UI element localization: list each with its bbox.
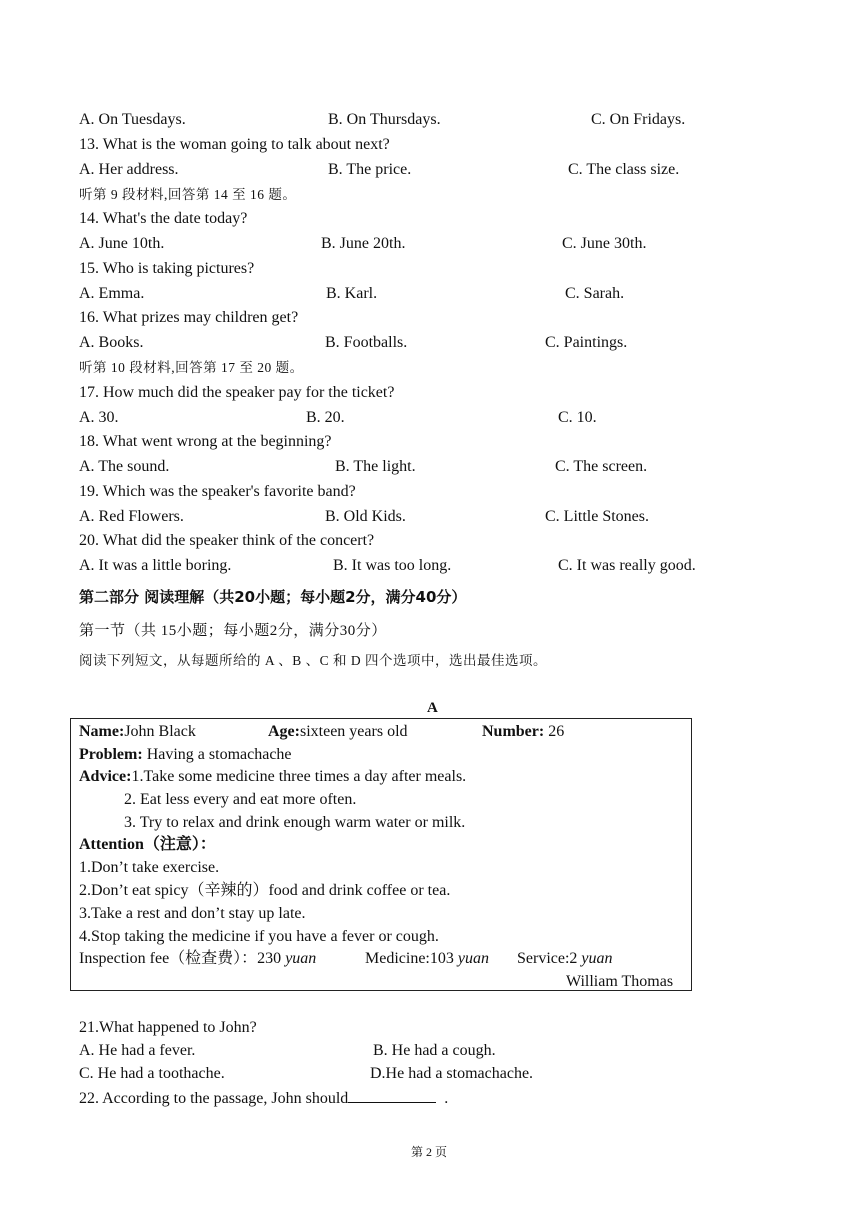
q17-option-b: B. 20. (306, 409, 345, 426)
attention-item-2: 2.Don’t eat spicy（辛辣的）food and drink coffee or tea. (79, 882, 451, 899)
name-label: Name: (79, 723, 125, 740)
q12-option-a: A. On Tuesdays. (79, 111, 186, 128)
section-1-heading: 第一节（共 15小题；每小题2分，满分30分） (79, 623, 387, 639)
q20-option-a: A. It was a little boring. (79, 557, 232, 574)
card-age-row (268, 722, 408, 742)
q15-option-a: A. Emma. (79, 285, 145, 302)
q21-option-d: D.He had a stomachache. (370, 1065, 534, 1082)
q19-question: 19. Which was the speaker's favorite band? (79, 483, 356, 500)
doctor-name: William Thomas (566, 973, 674, 990)
q22-question-end: . (444, 1090, 449, 1107)
q13-option-c: C. The class size. (568, 161, 680, 178)
q21-option-b: B. He had a cough. (373, 1042, 496, 1059)
q18-option-c: C. The screen. (555, 458, 648, 475)
q12-option-b: B. On Thursdays. (328, 111, 441, 128)
attention-item-3: 3.Take a rest and don’t stay up late. (79, 905, 306, 922)
card-name-row (79, 722, 196, 742)
service-fee-row (517, 949, 613, 969)
q18-option-a: A. The sound. (79, 458, 170, 475)
q20-option-c: C. It was really good. (558, 557, 696, 574)
problem-label: Problem: (79, 746, 143, 763)
fees-row (79, 949, 316, 969)
age-label: Age: (268, 723, 300, 740)
part-2-heading: 第二部分 阅读理解（共20小题；每小题2分，满分40分） (79, 588, 467, 606)
medicine-fee-unit: yuan (457, 950, 489, 967)
card-number-row (482, 722, 564, 742)
q14-option-a: A. June 10th. (79, 235, 165, 252)
q13-option-b: B. The price. (328, 161, 412, 178)
q14-option-c: C. June 30th. (562, 235, 647, 252)
card-advice-row (79, 767, 466, 787)
service-fee-unit: yuan (581, 950, 613, 967)
service-fee: Service:2 (517, 950, 582, 967)
page-number: 第 2 页 (411, 1145, 448, 1159)
q22-question (79, 1087, 448, 1109)
advice-item-1: 1.Take some medicine three times a day after meals. (131, 768, 467, 785)
q22-question-text: 22. According to the passage, John should (79, 1090, 349, 1107)
q18-question: 18. What went wrong at the beginning? (79, 433, 332, 450)
attention-item-1: 1.Don’t take exercise. (79, 859, 220, 876)
section-9-instruction: 听第 9 段材料,回答第 14 至 16 题。 (79, 187, 297, 202)
card-problem-row (79, 745, 292, 765)
q15-question: 15. Who is taking pictures? (79, 260, 255, 277)
q15-option-b: B. Karl. (326, 285, 378, 302)
medicine-fee-row (365, 949, 489, 969)
advice-item-3: 3. Try to relax and drink enough warm water or milk. (124, 814, 466, 831)
q17-question: 17. How much did the speaker pay for the ticket? (79, 384, 395, 401)
attention-label: Attention（注意）： (79, 836, 216, 853)
q22-answer-blank[interactable] (348, 1087, 436, 1103)
q15-option-c: C. Sarah. (565, 285, 625, 302)
advice-item-2: 2. Eat less every and eat more often. (124, 791, 357, 808)
q21-option-a: A. He had a fever. (79, 1042, 196, 1059)
q16-question: 16. What prizes may children get? (79, 309, 299, 326)
q16-option-a: A. Books. (79, 334, 144, 351)
q21-question: 21.What happened to John? (79, 1019, 257, 1036)
number-label: Number: (482, 723, 545, 740)
inspection-fee: Inspection fee（检查费）：230 (79, 950, 286, 967)
q18-option-b: B. The light. (335, 458, 416, 475)
name-value: John Black (124, 723, 196, 740)
passage-label: A (427, 700, 438, 716)
q19-option-c: C. Little Stones. (545, 508, 649, 525)
q17-option-a: A. 30. (79, 409, 119, 426)
problem-value: Having a stomachache (142, 746, 292, 763)
q20-question: 20. What did the speaker think of the concert? (79, 532, 375, 549)
q12-option-c: C. On Fridays. (591, 111, 686, 128)
advice-label: Advice: (79, 768, 132, 785)
inspection-fee-unit: yuan (285, 950, 317, 967)
medicine-fee: Medicine:103 (365, 950, 458, 967)
q13-option-a: A. Her address. (79, 161, 179, 178)
number-value: 26 (544, 723, 565, 740)
q19-option-b: B. Old Kids. (325, 508, 406, 525)
q21-option-c: C. He had a toothache. (79, 1065, 225, 1082)
age-value: sixteen years old (299, 723, 408, 740)
q19-option-a: A. Red Flowers. (79, 508, 184, 525)
q17-option-c: C. 10. (558, 409, 597, 426)
q13-question: 13. What is the woman going to talk about next? (79, 136, 390, 153)
q20-option-b: B. It was too long. (333, 557, 452, 574)
q14-question: 14. What's the date today? (79, 210, 248, 227)
q16-option-b: B. Footballs. (325, 334, 408, 351)
q16-option-c: C. Paintings. (545, 334, 628, 351)
q14-option-b: B. June 20th. (321, 235, 406, 252)
section-10-instruction: 听第 10 段材料,回答第 17 至 20 题。 (79, 360, 304, 375)
attention-item-4: 4.Stop taking the medicine if you have a fever or cough. (79, 928, 439, 945)
reading-instructions: 阅读下列短文，从每题所给的 A 、B 、C 和 D 四个选项中，选出最佳选项。 (79, 653, 548, 668)
